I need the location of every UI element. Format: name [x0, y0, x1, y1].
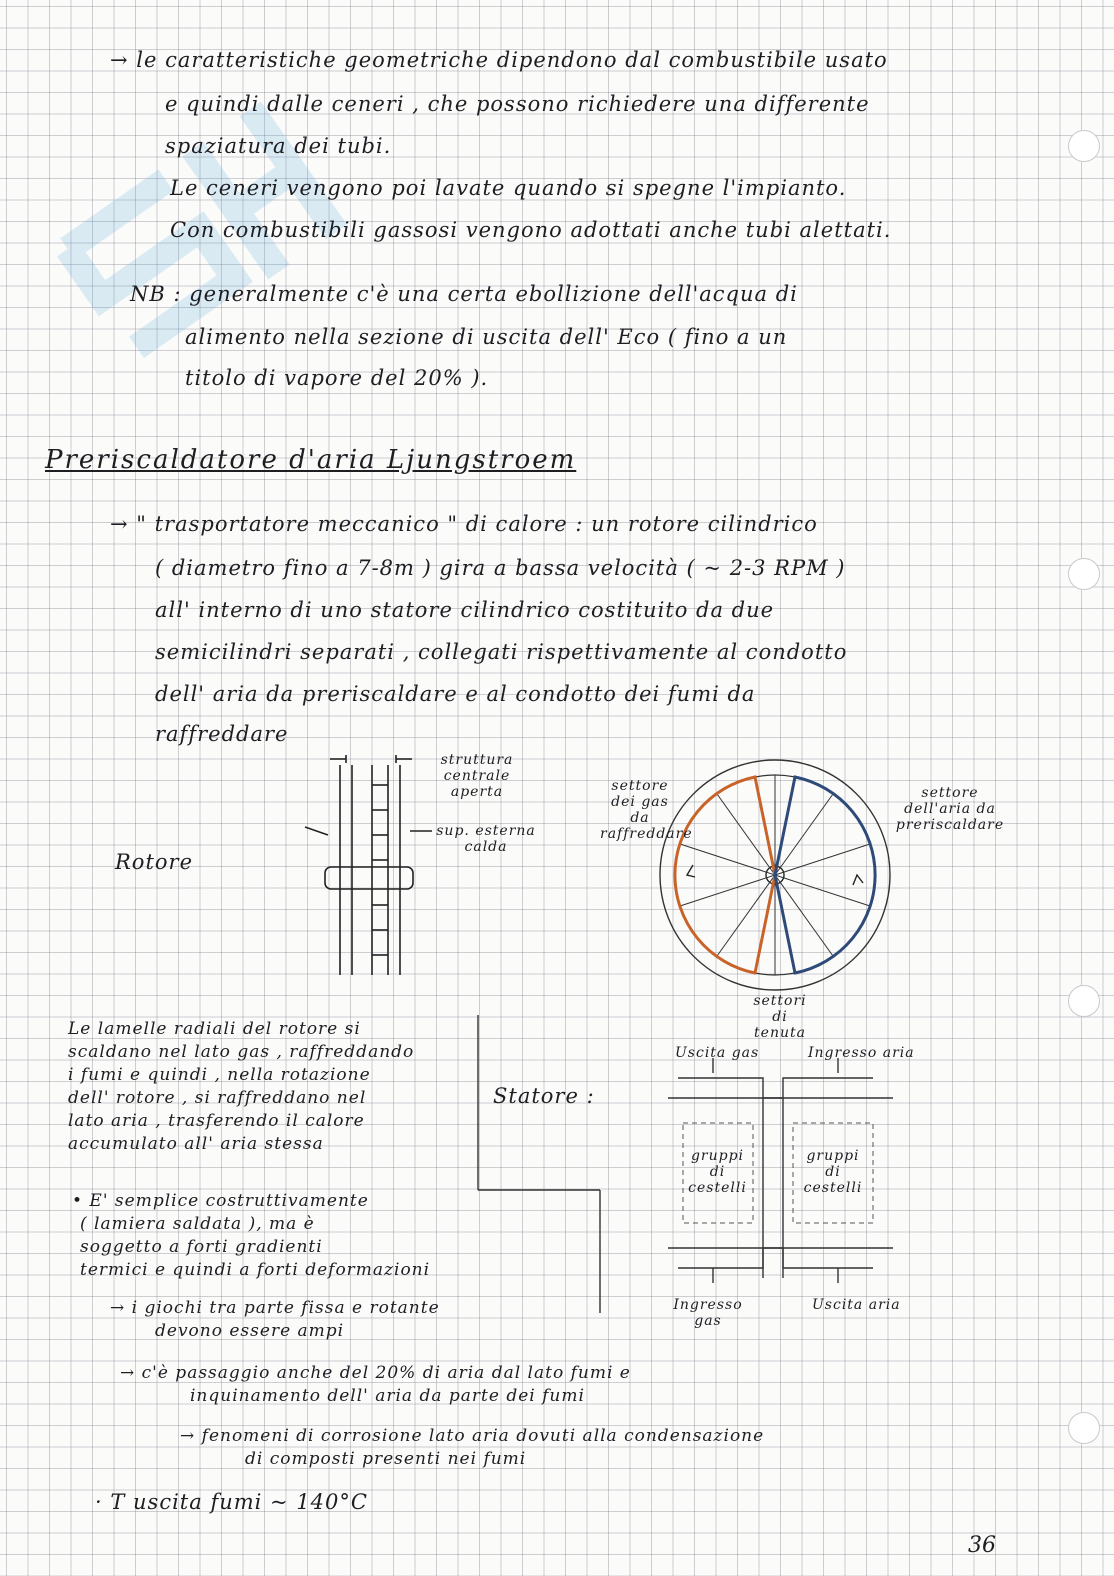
bullet-line: • E' semplice costruttivamente [72, 1191, 369, 1211]
text-line: i fumi e quindi , nella rotazione [68, 1065, 371, 1085]
bullet-line: → c'è passaggio anche del 20% di aria dal lato fumi e [120, 1363, 631, 1383]
section-title: Preriscaldatore d'aria Ljungstroem [45, 445, 577, 475]
gruppi-cestelli-right: gruppi di cestelli [803, 1148, 863, 1196]
text-line: lato aria , trasferendo il calore [68, 1111, 365, 1131]
bullet-line: → fenomeni di corrosione lato aria dovuti alla condensazione [180, 1426, 765, 1446]
settore-aria-label: settore dell'aria da preriscaldare [895, 785, 1005, 833]
gruppi-cestelli-left: gruppi di cestelli [688, 1148, 747, 1196]
binder-hole [1068, 558, 1100, 590]
nb-line: NB : generalmente c'è una certa ebollizione dell'acqua di [130, 282, 798, 306]
bullet-line: → i giochi tra parte fissa e rotante [110, 1298, 440, 1318]
binder-hole [1068, 985, 1100, 1017]
bullet-line: devono essere ampi [155, 1321, 345, 1341]
statore-label: Statore : [493, 1084, 595, 1108]
bullet-line: ( lamiera saldata ), ma è [80, 1214, 315, 1234]
text-line: → " trasportatore meccanico " di calore : un rotore cilindrico [110, 512, 818, 536]
statore-bracket [470, 1015, 610, 1315]
settore-gas-label: settore dei gas da raffreddare [600, 778, 693, 842]
bullet-line: · T uscita fumi ~ 140°C [95, 1490, 368, 1514]
nb-line: alimento nella sezione di uscita dell' Eco ( fino a un [185, 325, 788, 349]
text-line: raffreddare [155, 722, 289, 746]
text-line: spaziatura dei tubi. [165, 134, 392, 158]
settori-tenuta-label: settori di tenuta [753, 993, 807, 1041]
bullet-line: inquinamento dell' aria da parte dei fumi [190, 1386, 585, 1406]
uscita-gas-label: Uscita gas [675, 1045, 760, 1061]
text-line: dell' aria da preriscaldare e al condotto dei fumi da [155, 682, 756, 706]
ingresso-aria-label: Ingresso aria [808, 1045, 915, 1061]
sup-esterna-label: sup. esterna calda [436, 823, 536, 855]
binder-hole [1068, 1412, 1100, 1444]
ingresso-gas-label: Ingresso gas [673, 1297, 743, 1329]
rotor-wheel-diagram [655, 755, 895, 995]
binder-hole [1068, 130, 1100, 162]
uscita-aria-label: Uscita aria [812, 1297, 901, 1313]
text-line: scaldano nel lato gas , raffreddando [68, 1042, 415, 1062]
text-line: accumulato all' aria stessa [68, 1134, 324, 1154]
text-line: → le caratteristiche geometriche dipendono dal combustibile usato [110, 48, 888, 72]
text-line: semicilindri separati , collegati rispettivamente al condotto [155, 640, 848, 664]
bullet-line: di composti presenti nei fumi [245, 1449, 527, 1469]
text-line: Le ceneri vengono poi lavate quando si spegne l'impianto. [170, 176, 847, 200]
struttura-label: struttura centrale aperta [440, 752, 514, 800]
text-line: dell' rotore , si raffreddano nel [68, 1088, 367, 1108]
nb-line: titolo di vapore del 20% ). [185, 366, 489, 390]
text-line: Con combustibili gassosi vengono adottati anche tubi alettati. [170, 218, 892, 242]
bullet-line: termici e quindi a forti deformazioni [80, 1260, 431, 1280]
text-line: all' interno di uno statore cilindrico costituito da due [155, 598, 775, 622]
text-line: e quindi dalle ceneri , che possono richiedere una differente [165, 92, 870, 116]
binder-holes [1054, 0, 1114, 1576]
rotor-label: Rotore [115, 850, 194, 874]
page-number: 36 [968, 1533, 996, 1558]
bullet-line: soggetto a forti gradienti [80, 1237, 323, 1257]
text-line: ( diametro fino a 7-8m ) gira a bassa velocità ( ~ 2-3 RPM ) [155, 556, 846, 580]
text-line: Le lamelle radiali del rotore si [68, 1019, 361, 1039]
